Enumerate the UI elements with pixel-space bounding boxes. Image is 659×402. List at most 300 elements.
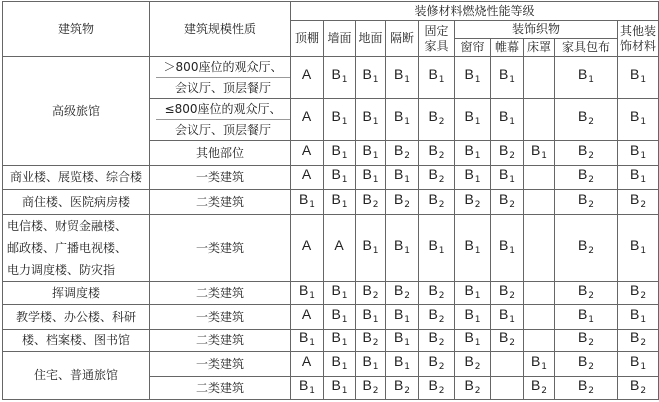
grade-letter: B (630, 66, 640, 82)
table-row (3, 57, 659, 99)
grade-cell (291, 57, 324, 99)
scale-cell (150, 330, 291, 352)
grade-subscript: 1 (474, 245, 481, 256)
building-cell (3, 190, 150, 215)
grade-cell (356, 190, 386, 215)
grade-subscript: 1 (640, 117, 647, 127)
grade-subscript: 1 (474, 75, 481, 85)
grade-cell (491, 166, 524, 190)
grade-letter: B (577, 329, 588, 345)
grade-letter: B (464, 108, 474, 124)
grade-subscript: 1 (404, 75, 411, 85)
grade-cell (618, 99, 659, 141)
grade-subscript: 1 (509, 75, 516, 85)
scale-line: 二类建筑 (195, 285, 244, 300)
grade-cell (324, 377, 356, 400)
grade-letter: B (331, 108, 341, 124)
grade-cell (524, 305, 555, 330)
grade-cell (419, 282, 455, 305)
grade-cell (618, 141, 659, 166)
grade-cell (455, 166, 491, 190)
grade-letter: B (428, 376, 438, 393)
header-bedcover: 床罩 (524, 39, 555, 57)
building-line: 楼、档案楼、图书馆 (21, 333, 130, 347)
grade-letter: B (393, 190, 404, 207)
grade-subscript: 2 (588, 150, 595, 161)
building-line: 挥调度楼 (51, 285, 100, 300)
grade-cell (555, 141, 618, 166)
grade-cell (291, 330, 324, 352)
grade-letter: B (331, 376, 341, 393)
grade-subscript: 1 (309, 385, 316, 396)
grade-letter: B (464, 305, 474, 322)
grade-subscript: 2 (438, 361, 445, 372)
grade-letter: B (393, 281, 404, 298)
scale-line: 会议厅、顶层餐厅 (174, 123, 271, 137)
grade-letter: A (301, 141, 312, 158)
grade-cell (555, 305, 618, 330)
grade-letter: B (428, 108, 438, 124)
grade-cell (618, 377, 659, 400)
grade-cell (455, 305, 491, 330)
grade-cell (419, 352, 455, 377)
grade-cell (524, 57, 555, 99)
grade-cell (386, 282, 419, 305)
grade-letter: B (630, 352, 640, 369)
grade-letter: B (428, 352, 438, 369)
grade-letter: B (331, 166, 341, 182)
grade-subscript: 1 (640, 75, 647, 85)
grade-letter: B (362, 305, 372, 322)
grade-subscript: 1 (541, 150, 548, 161)
grade-letter: B (630, 305, 640, 322)
table-row (3, 352, 659, 377)
building-line: 教学楼、办公楼、科研 (15, 309, 136, 324)
grade-cell (455, 141, 491, 166)
grade-cell (291, 190, 324, 215)
grade-cell (386, 166, 419, 190)
grade-subscript: 1 (372, 150, 379, 161)
grade-letter: B (393, 329, 404, 345)
grade-subscript: 1 (640, 175, 647, 185)
grade-letter: B (498, 108, 509, 124)
grade-letter: B (393, 376, 404, 393)
grade-subscript: 1 (372, 75, 379, 85)
grade-subscript: 1 (640, 150, 647, 161)
grade-letter: B (362, 236, 372, 253)
grade-letter: B (331, 281, 341, 298)
grade-subscript: 1 (341, 75, 348, 85)
scale-line: 二类建筑 (195, 380, 244, 395)
grade-subscript: 2 (640, 338, 647, 348)
grade-letter: B (331, 141, 341, 158)
grade-subscript: 2 (588, 199, 595, 210)
grade-cell (555, 352, 618, 377)
grade-subscript: 2 (372, 290, 379, 301)
grade-cell (419, 166, 455, 190)
scale-line: 会议厅、顶层餐厅 (174, 81, 271, 95)
header-fixed-furniture (419, 21, 455, 57)
grade-letter: B (362, 190, 372, 207)
grade-cell (491, 305, 524, 330)
grade-subscript: 2 (438, 314, 445, 325)
grade-letter: B (577, 281, 588, 298)
grade-letter: B (577, 108, 588, 124)
header-partition: 隔断 (386, 21, 419, 57)
grade-subscript: 1 (509, 314, 516, 325)
grade-letter: B (577, 190, 588, 207)
grade-subscript: 2 (404, 290, 411, 301)
grade-letter: B (393, 66, 404, 82)
grade-cell (386, 57, 419, 99)
grade-letter: B (577, 305, 588, 322)
grade-cell (524, 215, 555, 282)
grade-subscript: 1 (640, 361, 647, 372)
header-other-decor (618, 21, 659, 57)
scale-line: 二类建筑 (195, 333, 244, 347)
grade-cell (491, 215, 524, 282)
grade-subscript: 2 (588, 245, 595, 256)
grade-letter: A (301, 166, 312, 182)
grade-letter: B (393, 305, 404, 322)
grade-cell (555, 57, 618, 99)
header-furniture-cover: 家具包布 (555, 39, 618, 57)
grade-letter: A (334, 236, 344, 253)
grade-cell (386, 352, 419, 377)
scale-cell (150, 141, 291, 166)
grade-subscript: 1 (341, 338, 348, 348)
grade-subscript: 1 (372, 361, 379, 372)
grade-subscript: 2 (438, 385, 445, 396)
grade-letter: B (577, 141, 588, 158)
grade-subscript: 1 (541, 361, 548, 372)
grade-letter: B (428, 305, 438, 322)
grade-subscript: 1 (372, 117, 379, 127)
grade-subscript: 2 (588, 338, 595, 348)
grade-subscript: 2 (438, 175, 445, 185)
grade-cell (291, 352, 324, 377)
building-cell (3, 166, 150, 190)
table-row (3, 305, 659, 330)
grade-cell (455, 99, 491, 141)
grade-cell (386, 141, 419, 166)
grade-cell (356, 330, 386, 352)
scale-cell (150, 99, 291, 141)
grade-letter: B (630, 108, 640, 124)
scale-cell (150, 377, 291, 400)
grade-subscript: 1 (474, 338, 481, 348)
grade-subscript: 2 (372, 385, 379, 396)
grade-subscript: 1 (404, 117, 411, 127)
grade-subscript: 1 (474, 150, 481, 161)
building-line: 高级旅馆 (51, 103, 100, 118)
grade-cell (491, 99, 524, 141)
grade-subscript: 1 (341, 199, 348, 210)
grade-cell (419, 215, 455, 282)
grade-cell (356, 215, 386, 282)
grade-letter: B (464, 281, 474, 298)
grade-cell (524, 282, 555, 305)
grade-cell (555, 282, 618, 305)
scale-line: 其他部位 (195, 145, 244, 160)
grade-subscript: 1 (404, 338, 411, 348)
grade-subscript: 2 (438, 117, 445, 127)
grade-cell (455, 352, 491, 377)
header-floor: 地面 (356, 21, 386, 57)
building-cell (3, 57, 150, 166)
building-line: 商住楼、医院病房楼 (21, 194, 130, 209)
grade-cell (419, 305, 455, 330)
grade-letter: B (464, 190, 474, 207)
grade-subscript: 1 (309, 199, 316, 210)
grade-letter: A (301, 305, 312, 322)
grade-cell (324, 352, 356, 377)
grade-cell (356, 282, 386, 305)
grade-letter: B (577, 66, 588, 82)
table-row (3, 330, 659, 352)
building-cell (3, 215, 150, 282)
table-row (3, 282, 659, 305)
scale-line: 二类建筑 (195, 194, 244, 209)
grade-letter: B (498, 66, 509, 82)
grade-letter: B (630, 329, 640, 345)
grade-cell (555, 330, 618, 352)
grade-subscript: 2 (438, 290, 445, 301)
grade-letter: B (577, 352, 588, 369)
grade-subscript: 2 (588, 385, 595, 396)
grade-cell (324, 166, 356, 190)
grade-subscript: 1 (640, 314, 647, 325)
grade-subscript: 1 (640, 245, 647, 256)
grade-subscript: 1 (341, 117, 348, 127)
grade-letter: B (530, 352, 541, 369)
table-row (3, 166, 659, 190)
header-fire-grade-title: 装修材料燃烧性能等级 (291, 2, 659, 21)
grade-letter: B (464, 141, 474, 158)
building-line: 电信楼、财贸金融楼、 (7, 219, 128, 233)
grade-cell (356, 166, 386, 190)
scale-cell (150, 282, 291, 305)
building-cell (3, 282, 150, 305)
grade-letter: A (301, 66, 312, 82)
grade-subscript: 2 (640, 290, 647, 301)
grade-letter: B (362, 108, 372, 124)
building-cell (3, 352, 150, 400)
grade-subscript: 2 (474, 199, 481, 210)
grade-letter: B (393, 236, 404, 253)
grade-letter: B (331, 66, 341, 82)
grade-letter: B (630, 376, 640, 393)
header-curtain: 窗帘 (455, 39, 491, 57)
header-ceiling: 顶棚 (291, 21, 324, 57)
building-cell (3, 305, 150, 330)
grade-letter: B (428, 141, 438, 158)
grade-letter: B (577, 236, 588, 253)
building-line: 电力调度楼、防灾指 (7, 263, 116, 277)
grade-cell (291, 282, 324, 305)
grade-cell (324, 190, 356, 215)
grade-letter: B (498, 190, 509, 207)
header-fixed-furniture-line: 固定 (424, 23, 449, 38)
grade-subscript: 1 (474, 290, 481, 301)
grade-letter: B (577, 166, 588, 182)
grade-letter: B (428, 236, 438, 253)
grade-cell (455, 57, 491, 99)
grade-subscript: 2 (509, 199, 516, 210)
grade-subscript: 1 (341, 175, 348, 185)
grade-letter: B (498, 141, 509, 158)
scale-line: 一类建筑 (195, 309, 244, 324)
grade-cell (455, 215, 491, 282)
grade-subscript: 1 (438, 245, 445, 256)
grade-cell (491, 330, 524, 352)
grade-cell (324, 330, 356, 352)
building-cell (3, 330, 150, 352)
grade-subscript: 1 (404, 175, 411, 185)
grade-subscript: 1 (438, 75, 445, 85)
grade-letter: B (428, 329, 438, 345)
grade-cell (356, 141, 386, 166)
grade-cell (555, 190, 618, 215)
grade-letter: B (498, 281, 509, 298)
grade-cell (491, 57, 524, 99)
grade-cell (618, 215, 659, 282)
grade-letter: B (298, 190, 309, 207)
header-scale: 建筑规模性质 (150, 2, 291, 57)
grade-cell (491, 141, 524, 166)
grade-letter: B (464, 376, 474, 393)
grade-cell (618, 166, 659, 190)
scale-cell (150, 190, 291, 215)
grade-cell (324, 99, 356, 141)
grade-letter: B (298, 281, 309, 298)
grade-cell (618, 282, 659, 305)
header-other-decor-line: 其他装 (620, 23, 657, 38)
grade-subscript: 1 (509, 175, 516, 185)
grade-subscript: 1 (588, 314, 595, 325)
grade-letter: B (393, 166, 404, 182)
grade-letter: B (362, 376, 372, 393)
grade-letter: A (301, 236, 312, 253)
grade-subscript: 2 (474, 361, 481, 372)
grade-subscript: 2 (541, 385, 548, 396)
grade-cell (455, 190, 491, 215)
grade-cell (291, 141, 324, 166)
grade-cell (524, 377, 555, 400)
grade-cell (491, 377, 524, 400)
grade-cell (386, 377, 419, 400)
header-decor-fabric: 装饰织物 (455, 21, 618, 39)
table-body (3, 57, 659, 400)
grade-subscript: 2 (404, 150, 411, 161)
grade-cell (291, 377, 324, 400)
grade-subscript: 1 (309, 290, 316, 301)
grade-subscript: 2 (640, 385, 647, 396)
grade-letter: B (464, 329, 474, 345)
grade-subscript: 2 (640, 199, 647, 210)
scale-line: ＞800座位的观众厅、 (156, 57, 290, 78)
grade-letter: B (464, 352, 474, 369)
grade-letter: B (464, 166, 474, 182)
grade-subscript: 2 (588, 290, 595, 301)
grade-cell (356, 99, 386, 141)
grade-letter: B (498, 236, 509, 253)
grade-subscript: 2 (372, 338, 379, 348)
grade-cell (524, 330, 555, 352)
grade-cell (386, 190, 419, 215)
scale-line: 一类建筑 (195, 356, 244, 371)
grade-cell (524, 352, 555, 377)
table-row (3, 190, 659, 215)
grade-letter: B (530, 376, 541, 393)
grade-subscript: 1 (474, 117, 481, 127)
grade-letter: B (428, 166, 438, 182)
grade-letter: B (464, 66, 474, 82)
header-wall: 墙面 (324, 21, 356, 57)
grade-cell (618, 190, 659, 215)
grade-letter: B (630, 141, 640, 158)
grade-cell (618, 57, 659, 99)
grade-cell (455, 377, 491, 400)
grade-subscript: 1 (588, 75, 595, 85)
scale-line: 一类建筑 (195, 170, 244, 184)
grade-subscript: 1 (341, 314, 348, 325)
grade-subscript: 2 (588, 117, 595, 127)
grade-subscript: 1 (509, 245, 516, 256)
grade-subscript: 2 (509, 338, 516, 348)
grade-subscript: 1 (372, 245, 379, 256)
grade-letter: B (331, 190, 341, 207)
scale-cell (150, 215, 291, 282)
grade-letter: B (362, 166, 372, 182)
grade-cell (555, 377, 618, 400)
grade-cell (324, 57, 356, 99)
grade-letter: B (362, 352, 372, 369)
grade-letter: B (498, 166, 509, 182)
grade-letter: B (393, 108, 404, 124)
grade-letter: B (331, 305, 341, 322)
grade-subscript: 1 (341, 150, 348, 161)
grade-letter: B (464, 236, 474, 253)
grade-cell (386, 305, 419, 330)
building-line: 住宅、普通旅馆 (33, 368, 118, 382)
grade-cell (618, 305, 659, 330)
header-fixed-furniture-line: 家具 (424, 38, 449, 53)
grade-cell (455, 282, 491, 305)
grade-subscript: 1 (372, 175, 379, 185)
grade-cell (555, 99, 618, 141)
grade-letter: B (362, 281, 372, 298)
grade-cell (386, 330, 419, 352)
grade-letter: B (428, 190, 438, 207)
grade-subscript: 2 (438, 150, 445, 161)
grade-letter: B (498, 329, 509, 345)
grade-letter: B (393, 352, 404, 369)
grade-cell (555, 166, 618, 190)
grade-cell (356, 377, 386, 400)
grade-letter: B (298, 376, 309, 393)
grade-cell (491, 190, 524, 215)
grade-subscript: 1 (309, 338, 316, 348)
grade-cell (291, 305, 324, 330)
scale-cell (150, 305, 291, 330)
grade-letter: A (301, 352, 312, 369)
grade-letter: B (298, 329, 309, 345)
grade-letter: B (331, 329, 341, 345)
grade-cell (491, 282, 524, 305)
table-row (3, 215, 659, 282)
grade-cell (524, 166, 555, 190)
